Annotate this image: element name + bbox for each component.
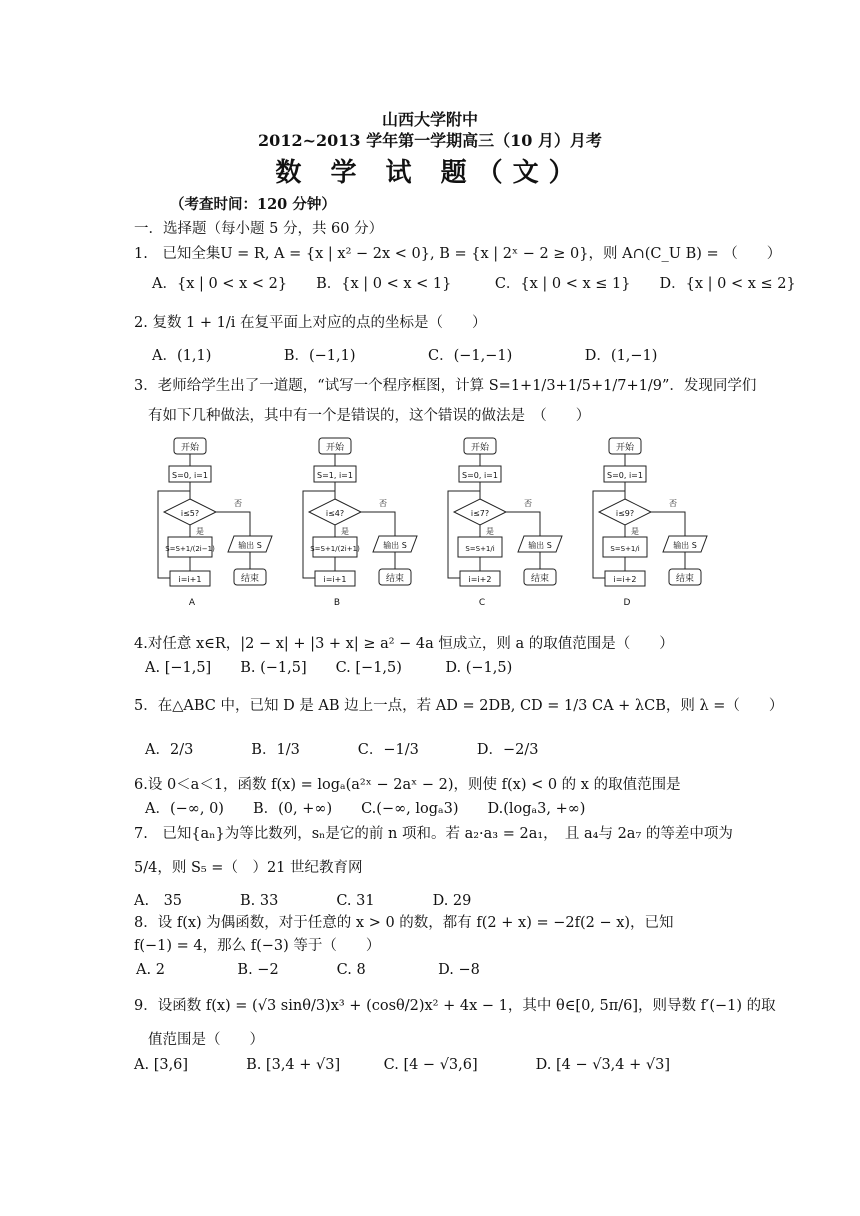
flow-option-label: B: [333, 598, 341, 608]
school-name: 山西大学附中: [381, 110, 478, 129]
question-4: 4.对任意 x∈R，|2 − x| + |3 + x| ≥ a² − 4a 恒成立，则 a 的取值范围是（ ）: [134, 636, 674, 652]
flow-start-text: 开始: [325, 443, 345, 453]
flow-loop-line: [448, 491, 480, 578]
flow-end-text: 结束: [530, 574, 550, 584]
flowchart-group: [140, 433, 720, 613]
flow-no-label: 否: [234, 499, 242, 508]
flow-output-text: 输出 S: [383, 541, 407, 550]
question-7-options: A. 35 B. 33 C. 31 D. 29: [134, 893, 472, 909]
flow-arrow: [651, 512, 685, 536]
question-8-options: A. 2 B. −2 C. 8 D. −8: [136, 962, 480, 978]
question-9-line-1: 9．设函数 f(x) = (√3 sinθ/3)x³ + (cosθ/2)x² + 4x − 1，其中 θ∈[0, 5π/6]，则导数 f′(−1) 的取: [134, 998, 776, 1014]
flow-update-text: S=S+1/i: [610, 545, 640, 553]
flow-output-text: 输出 S: [528, 541, 552, 550]
exam-time: （考查时间：120 分钟）: [170, 196, 336, 213]
question-8-line-1: 8．设 f(x) 为偶函数，对于任意的 x > 0 的数，都有 f(2 + x) = −2f(2 − x)，已知: [134, 915, 674, 931]
flow-start-text: 开始: [180, 443, 200, 453]
question-7-line-1: 7. 已知{aₙ}为等比数列，sₙ是它的前 n 项和。若 a₂·a₃ = 2a₁， 且 a₄与 2a₇ 的等差中项为: [134, 826, 733, 842]
flow-loop-line: [593, 491, 625, 578]
flow-yes-label: 是: [196, 527, 204, 536]
question-3-line-2: 有如下几种做法，其中有一个是错误的，这个错误的做法是 （ ）: [148, 408, 591, 424]
flow-loop-line: [158, 491, 190, 578]
flow-decision-text: i≤9?: [615, 509, 635, 518]
flow-yes-label: 是: [486, 527, 494, 536]
question-5: 5．在△ABC 中，已知 D 是 AB 边上一点，若 AD = 2DB, CD = 1/3 CA + λCB，则 λ =（ ）: [134, 698, 784, 714]
flow-decision-text: i≤5?: [180, 509, 200, 518]
question-2-options: A．(1,1) B．(−1,1) C．(−1,−1) D．(1,−1): [152, 348, 658, 364]
question-5-options: A．2/3 B．1/3 C．−1/3 D．−2/3: [145, 742, 539, 758]
flow-incr-text: i=i+1: [323, 575, 347, 584]
flow-output-text: 输出 S: [238, 541, 262, 550]
flow-update-text: S=S+1/(2i−1): [165, 545, 215, 553]
question-1: 1. 已知全集U = R, A = {x | x² − 2x < 0}, B = {x | 2ˣ − 2 ≥ 0}，则 A∩(C_U B) = （ ）: [134, 246, 782, 262]
flow-arrow: [506, 512, 540, 536]
flowcharts-svg: [140, 433, 720, 613]
flow-incr-text: i=i+2: [613, 575, 637, 584]
question-8-line-2: f(−1) = 4，那么 f(−3) 等于（ ）: [134, 938, 381, 954]
flow-option-label: D: [623, 598, 631, 608]
flow-option-label: A: [188, 598, 196, 608]
section-heading: 一．选择题（每小题 5 分，共 60 分）: [134, 221, 384, 237]
flow-start-text: 开始: [615, 443, 635, 453]
flow-end-text: 结束: [240, 574, 260, 584]
flow-yes-label: 是: [341, 527, 349, 536]
flow-yes-label: 是: [631, 527, 639, 536]
flow-no-label: 否: [669, 499, 677, 508]
flow-update-text: S=S+1/i: [465, 545, 495, 553]
question-1-options: A．{x | 0 < x < 2} B．{x | 0 < x < 1} C．{x | 0 < x ≤ 1} D．{x | 0 < x ≤ 2}: [152, 276, 796, 292]
flow-end-text: 结束: [385, 574, 405, 584]
flow-option-label: C: [478, 598, 486, 608]
question-7-line-2: 5/4，则 S₅ =（ ）21 世纪教育网: [134, 860, 363, 876]
question-6-options: A．(−∞, 0) B．(0, +∞) C.(−∞, logₐ3) D.(logₐ3, +∞): [145, 801, 586, 817]
question-9-options: A. [3,6] B. [3,4 + √3] C. [4 − √3,6] D. [4 − √3,4 + √3]: [134, 1057, 671, 1073]
flow-no-label: 否: [379, 499, 387, 508]
flow-no-label: 否: [524, 499, 532, 508]
flow-output-text: 输出 S: [673, 541, 697, 550]
flow-init-text: S=0, i=1: [462, 471, 498, 480]
flow-arrow: [216, 512, 250, 536]
question-3-line-1: 3．老师给学生出了一道题，“试写一个程序框图，计算 S=1+1/3+1/5+1/7+1/9”．发现同学们: [134, 378, 757, 394]
flow-decision-text: i≤4?: [325, 509, 345, 518]
flow-incr-text: i=i+1: [178, 575, 202, 584]
flow-end-text: 结束: [675, 574, 695, 584]
flow-init-text: S=0, i=1: [607, 471, 643, 480]
flow-start-text: 开始: [470, 443, 490, 453]
flow-init-text: S=1, i=1: [317, 471, 353, 480]
flow-incr-text: i=i+2: [468, 575, 492, 584]
flow-init-text: S=0, i=1: [172, 471, 208, 480]
flow-update-text: S=S+1/(2i+1): [310, 545, 360, 553]
question-9-line-2: 值范围是（ ）: [148, 1032, 264, 1048]
question-4-options: A. [−1,5] B. (−1,5] C. [−1,5) D. (−1,5): [145, 660, 513, 676]
exam-title: 数 学 试 题（文）: [275, 158, 585, 188]
question-6: 6.设 0＜a＜1，函数 f(x) = logₐ(a²ˣ − 2aˣ − 2)，则使 f(x) < 0 的 x 的取值范围是: [134, 777, 681, 793]
exam-term: 2012~2013 学年第一学期高三（10 月）月考: [258, 131, 602, 150]
flow-loop-line: [303, 491, 335, 578]
question-2: 2. 复数 1 + 1/i 在复平面上对应的点的坐标是（ ）: [134, 315, 487, 331]
flow-arrow: [361, 512, 395, 536]
flow-decision-text: i≤7?: [470, 509, 490, 518]
